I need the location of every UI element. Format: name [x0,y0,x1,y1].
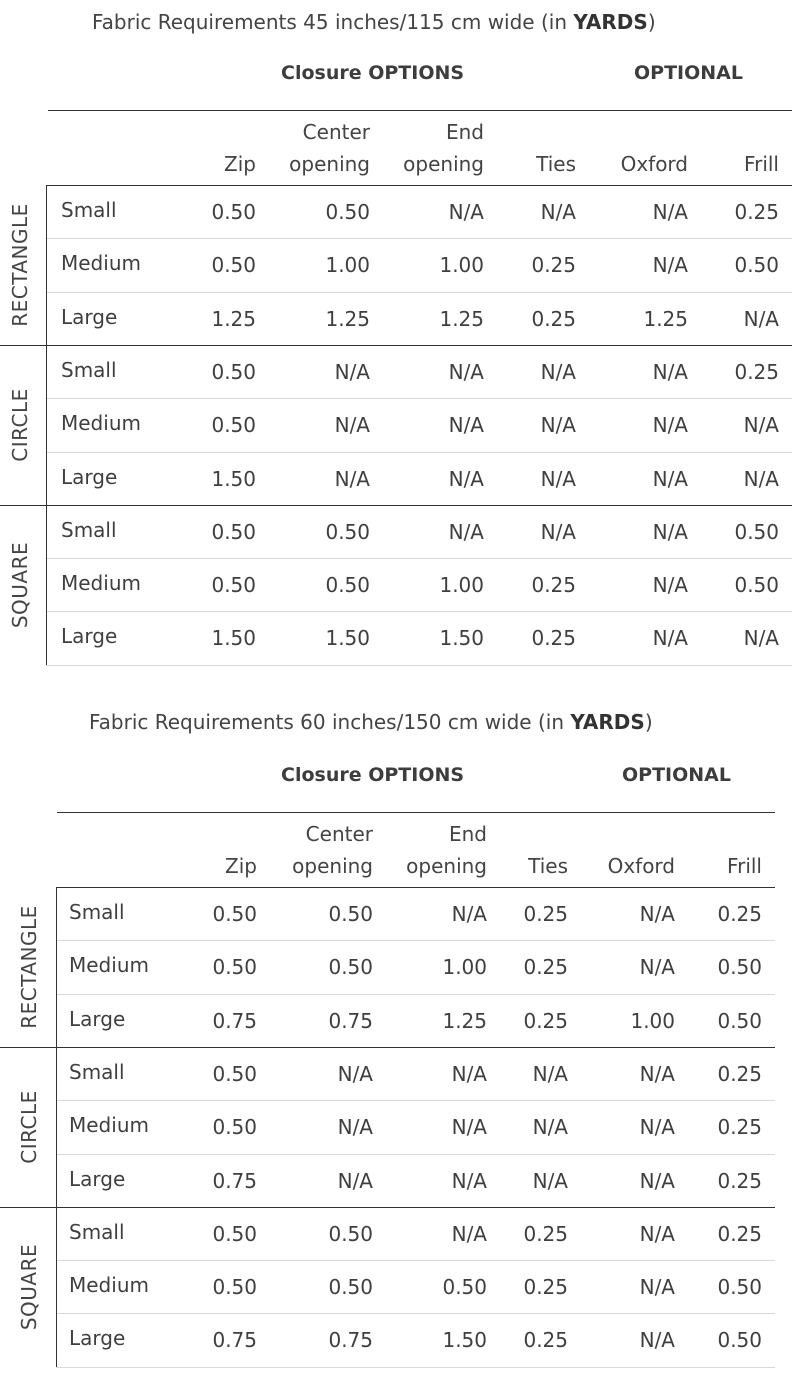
value-cell: 1.25 [325,306,370,331]
column-header-line1: End [445,120,484,144]
column-header [292,818,373,882]
value-cell: 0.50 [325,200,370,224]
value-cell: 0.25 [523,1328,568,1353]
value-cell: N/A [639,1328,675,1353]
column-header-line1 [224,116,256,148]
value-cell: N/A [540,466,576,491]
column-header-line2: Zip [225,854,257,878]
size-label: Medium [69,1273,149,1298]
value-cell: 0.50 [212,1275,257,1300]
size-label: Medium [61,571,141,596]
column-header-line2: Oxford [607,854,675,878]
column-header-line1 [621,116,688,148]
value-cell: N/A [448,466,484,491]
value-cell: N/A [639,1061,675,1086]
value-cell: 0.50 [211,573,256,598]
table-title-text: Fabric Requirements 45 inches/115 cm wide (in [92,10,574,34]
size-label: Large [61,624,118,649]
value-cell: 0.50 [442,1275,487,1300]
column-header-line2: opening [403,152,484,176]
column-header-line2: opening [292,854,373,878]
value-cell: 0.25 [531,573,576,598]
value-cell: N/A [652,200,688,224]
value-cell: 1.00 [439,253,484,278]
column-header [225,818,257,882]
value-cell: 0.75 [212,1328,257,1353]
size-label: Small [61,517,117,542]
fabric-table-section [0,0,794,690]
value-cell: N/A [337,1115,373,1140]
value-cell: 0.25 [717,1221,762,1246]
size-label: Medium [61,251,141,276]
value-cell: N/A [532,1115,568,1140]
value-cell: 1.50 [325,626,370,651]
table-title [92,10,656,34]
column-header [403,116,484,180]
column-header-line1 [608,818,675,850]
value-cell: N/A [652,253,688,278]
column-header-line1 [536,116,576,148]
value-cell: 0.50 [734,573,779,598]
value-cell: 1.00 [325,253,370,278]
column-header-line1: End [448,822,487,846]
value-cell: 1.00 [442,955,487,980]
value-cell: 0.25 [531,306,576,331]
column-header [406,818,487,882]
value-cell: N/A [743,466,779,491]
value-cell: 0.50 [212,1061,257,1086]
value-cell: 0.50 [328,1221,373,1246]
shape-label: RECTANGLE [8,203,32,327]
column-header-line2: Ties [528,854,568,878]
value-cell: 1.50 [439,626,484,651]
value-cell: 1.50 [442,1328,487,1353]
column-header-line2: opening [289,152,370,176]
table-title-text: Fabric Requirements 60 inches/150 cm wide (in [89,710,571,734]
value-cell: 0.25 [717,1168,762,1193]
value-cell: N/A [743,413,779,438]
table-left-border [56,887,57,1367]
value-cell: 1.25 [211,306,256,331]
value-cell: 0.25 [734,200,779,224]
value-cell: N/A [451,1061,487,1086]
value-cell: N/A [448,519,484,544]
value-cell: 1.25 [439,306,484,331]
column-header [727,818,762,882]
table-title-end: ) [647,10,656,34]
value-cell: N/A [652,413,688,438]
column-header-line1: Center [305,822,373,846]
value-cell: 0.50 [211,253,256,278]
value-cell: 0.50 [717,955,762,980]
column-header-line1 [727,818,762,850]
table-title [89,710,653,734]
value-cell: N/A [639,1275,675,1300]
size-label: Small [69,1219,125,1244]
value-cell: 0.75 [212,1168,257,1193]
value-cell: 0.75 [328,1008,373,1033]
value-cell: 0.50 [325,573,370,598]
column-header-line2: Frill [727,854,762,878]
value-cell: 0.50 [717,1275,762,1300]
value-cell: 0.50 [212,1115,257,1140]
value-cell: N/A [451,1168,487,1193]
table-title-unit: YARDS [570,710,645,734]
group-header-optional: OPTIONAL [634,62,743,84]
column-header [528,818,568,882]
value-cell: N/A [448,200,484,224]
size-label: Medium [69,953,149,978]
value-cell: N/A [532,1168,568,1193]
column-header [621,116,688,180]
value-cell: N/A [652,359,688,384]
size-label: Small [61,357,117,382]
value-cell: 0.50 [328,902,373,926]
shape-label: RECTANGLE [17,905,41,1029]
shape-label: CIRCLE [8,388,32,462]
value-cell: N/A [451,1221,487,1246]
value-cell: N/A [334,466,370,491]
value-cell: N/A [451,1115,487,1140]
value-cell: N/A [639,1168,675,1193]
size-label: Small [61,198,117,222]
column-header [224,116,256,180]
value-cell: 0.25 [523,1275,568,1300]
value-cell: N/A [448,413,484,438]
column-header [536,116,576,180]
value-cell: N/A [743,626,779,651]
value-cell: 0.25 [531,626,576,651]
value-cell: N/A [337,1168,373,1193]
value-cell: N/A [652,466,688,491]
column-header [608,818,675,882]
value-cell: N/A [652,573,688,598]
column-header-line1 [225,818,257,850]
fabric-table-section [0,702,794,1392]
value-cell: 1.00 [439,573,484,598]
value-cell: 0.75 [212,1008,257,1033]
value-cell: 0.50 [211,519,256,544]
column-header [744,116,779,180]
size-label: Medium [69,1113,149,1138]
column-header-line2: Ties [536,152,576,176]
value-cell: 0.25 [717,1061,762,1086]
value-cell: N/A [540,519,576,544]
value-cell: 1.50 [211,626,256,651]
value-cell: 0.50 [325,519,370,544]
size-label: Large [69,1326,126,1351]
value-cell: N/A [639,1115,675,1140]
column-header [289,116,370,180]
column-header-line1 [528,818,568,850]
column-header-line1: Center [302,120,370,144]
shape-label: SQUARE [17,1243,41,1330]
value-cell: 0.25 [523,955,568,980]
value-cell: 0.50 [328,1275,373,1300]
value-cell: N/A [337,1061,373,1086]
shape-label: CIRCLE [17,1090,41,1164]
value-cell: 0.50 [212,1221,257,1246]
value-cell: 0.50 [734,253,779,278]
value-cell: 0.25 [717,902,762,926]
value-cell: N/A [639,955,675,980]
header-top-rule [48,110,792,111]
group-header-closure: Closure OPTIONS [281,764,465,786]
table-title-unit: YARDS [573,10,648,34]
value-cell: N/A [448,359,484,384]
value-cell: N/A [540,200,576,224]
size-label: Large [61,464,118,489]
value-cell: N/A [652,519,688,544]
value-cell: 0.25 [531,253,576,278]
size-label: Large [69,1006,126,1031]
value-cell: 0.50 [212,902,257,926]
value-cell: N/A [334,359,370,384]
value-cell: 0.25 [523,902,568,926]
value-cell: 0.50 [211,200,256,224]
value-cell: N/A [639,902,675,926]
value-cell: 0.50 [211,413,256,438]
value-cell: N/A [532,1061,568,1086]
value-cell: 0.25 [523,1008,568,1033]
value-cell: 1.25 [442,1008,487,1033]
group-header-closure: Closure OPTIONS [281,62,465,84]
column-header-line2: Zip [224,152,256,176]
value-cell: 0.25 [734,359,779,384]
table-title-end: ) [644,710,653,734]
size-label: Small [69,1059,125,1084]
value-cell: 0.50 [717,1008,762,1033]
value-cell: N/A [540,413,576,438]
value-cell: 1.00 [630,1008,675,1033]
column-header-line1 [744,116,779,148]
value-cell: 0.25 [717,1115,762,1140]
value-cell: N/A [540,359,576,384]
value-cell: 0.50 [328,955,373,980]
table-left-border [46,185,47,665]
column-header-line2: opening [406,854,487,878]
value-cell: N/A [652,626,688,651]
value-cell: 0.25 [523,1221,568,1246]
value-cell: 0.50 [717,1328,762,1353]
size-label: Large [61,304,118,329]
size-label: Small [69,900,125,924]
value-cell: 0.50 [734,519,779,544]
value-cell: 0.75 [328,1328,373,1353]
header-top-rule [57,812,775,813]
column-header-line2: Frill [744,152,779,176]
size-label: Medium [61,411,141,436]
value-cell: N/A [451,902,487,926]
value-cell: N/A [334,413,370,438]
column-header-line2: Oxford [620,152,688,176]
shape-label: SQUARE [8,541,32,628]
table-bottom-rule [56,1367,775,1368]
table-bottom-rule [46,665,792,666]
value-cell: 1.25 [643,306,688,331]
value-cell: N/A [639,1221,675,1246]
value-cell: N/A [743,306,779,331]
value-cell: 1.50 [211,466,256,491]
size-label: Large [69,1166,126,1191]
value-cell: 0.50 [212,955,257,980]
value-cell: 0.50 [211,359,256,384]
group-header-optional: OPTIONAL [622,764,731,786]
